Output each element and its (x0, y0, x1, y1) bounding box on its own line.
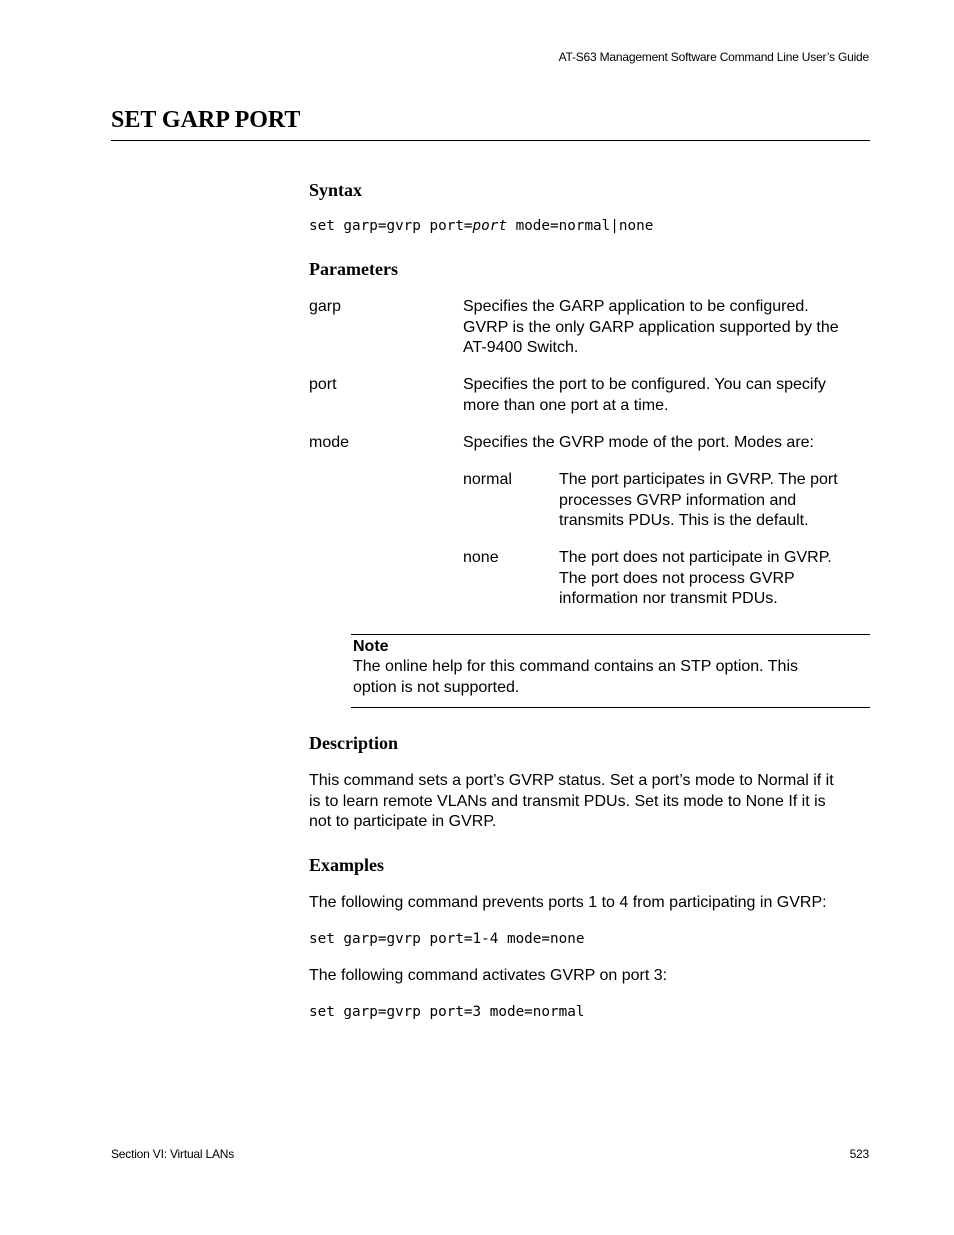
param-desc-port (463, 375, 873, 416)
mode-desc-normal (559, 470, 874, 532)
desc-line: more than one port at a time. (463, 396, 669, 414)
description-text (309, 771, 874, 833)
desc-line: Specifies the port to be configured. You can specify (463, 376, 826, 393)
mode-name-normal: normal (463, 471, 512, 488)
example-command: set garp=gvrp port=1-4 mode=none (309, 931, 585, 947)
syntax-heading: Syntax (309, 180, 363, 200)
note-top-rule (351, 634, 870, 635)
desc-line: The port does not participate in GVRP. (559, 549, 832, 566)
syntax-param: port (472, 218, 507, 234)
desc-line: The port does not process GVRP (559, 569, 795, 587)
note-line: The online help for this command contains an STP option. This (353, 658, 798, 675)
param-name-garp: garp (309, 298, 342, 315)
param-desc-garp (463, 297, 873, 359)
desc-line: GVRP is the only GARP application supported by the (463, 318, 839, 336)
desc-line: Specifies the GARP application to be configured. (463, 298, 809, 315)
page-number: 523 (849, 1147, 869, 1161)
note-text (353, 657, 868, 698)
syntax-command (309, 218, 653, 234)
title-rule (111, 140, 870, 141)
desc-line: processes GVRP information and (559, 491, 797, 509)
desc-line: The port participates in GVRP. The port (559, 471, 838, 488)
note-bottom-rule (351, 707, 870, 708)
desc-line: transmits PDUs. This is the default. (559, 512, 809, 529)
description-heading: Description (309, 733, 398, 753)
example-text: The following command prevents ports 1 to 4 from participating in GVRP: (309, 894, 827, 911)
param-desc-mode: Specifies the GVRP mode of the port. Modes are: (463, 434, 814, 451)
description-line: not to participate in GVRP. (309, 813, 497, 830)
examples-heading: Examples (309, 855, 385, 875)
running-header: AT-S63 Management Software Command Line User’s Guide (558, 50, 869, 64)
mode-name-none: none (463, 549, 499, 566)
syntax-prefix: set garp=gvrp port= (309, 218, 473, 234)
syntax-suffix: mode=normal|none (506, 218, 654, 234)
example-command: set garp=gvrp port=3 mode=normal (309, 1004, 585, 1020)
parameters-heading: Parameters (309, 259, 398, 279)
desc-line: AT-9400 Switch. (463, 339, 579, 356)
description-line: This command sets a port’s GVRP status. Set a port’s mode to Normal if it (309, 772, 834, 789)
footer-section: Section VI: Virtual LANs (111, 1147, 235, 1161)
mode-desc-none (559, 548, 874, 610)
desc-line: information nor transmit PDUs. (559, 590, 778, 607)
param-name-port: port (309, 376, 337, 393)
param-name-mode: mode (309, 434, 350, 451)
note-line: option is not supported. (353, 678, 520, 696)
page-title: SET GARP PORT (111, 107, 301, 133)
note-label: Note (353, 638, 389, 655)
description-line: is to learn remote VLANs and transmit PDUs. Set its mode to None If it is (309, 792, 826, 810)
example-text: The following command activates GVRP on port 3: (309, 967, 668, 984)
